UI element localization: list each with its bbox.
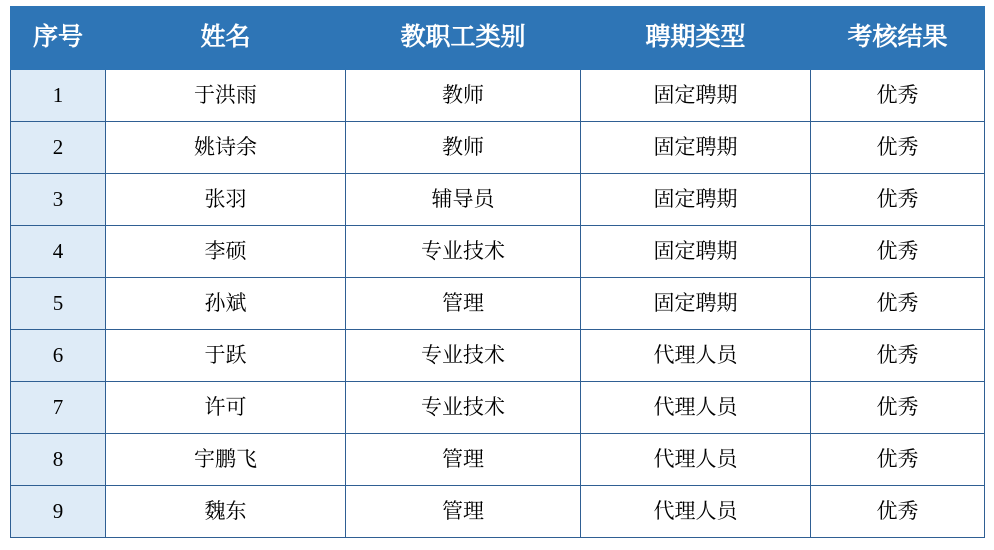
- table-row: [11, 226, 985, 278]
- table-row: [11, 382, 985, 434]
- cell-appointment-type: 固定聘期: [581, 278, 811, 330]
- cell-assessment-result: 优秀: [811, 122, 985, 174]
- table-row: [11, 174, 985, 226]
- cell-index: 9: [11, 486, 106, 538]
- table-row: [11, 330, 985, 382]
- table-header: [11, 7, 985, 70]
- cell-appointment-type: 代理人员: [581, 486, 811, 538]
- table-body: [11, 70, 985, 538]
- cell-index: 3: [11, 174, 106, 226]
- cell-name: 许可: [106, 382, 346, 434]
- cell-assessment-result: 优秀: [811, 174, 985, 226]
- cell-staff-category: 教师: [346, 70, 581, 122]
- table-row: [11, 278, 985, 330]
- column-header-appointment-type: 聘期类型: [581, 7, 811, 70]
- cell-name: 张羽: [106, 174, 346, 226]
- assessment-results-table: [10, 6, 985, 538]
- cell-assessment-result: 优秀: [811, 486, 985, 538]
- cell-index: 2: [11, 122, 106, 174]
- cell-index: 6: [11, 330, 106, 382]
- cell-staff-category: 辅导员: [346, 174, 581, 226]
- cell-index: 4: [11, 226, 106, 278]
- cell-name: 于跃: [106, 330, 346, 382]
- cell-appointment-type: 固定聘期: [581, 122, 811, 174]
- cell-index: 7: [11, 382, 106, 434]
- cell-index: 5: [11, 278, 106, 330]
- column-header-assessment-result: 考核结果: [811, 7, 985, 70]
- cell-index: 8: [11, 434, 106, 486]
- cell-assessment-result: 优秀: [811, 70, 985, 122]
- cell-staff-category: 专业技术: [346, 382, 581, 434]
- cell-appointment-type: 代理人员: [581, 434, 811, 486]
- cell-appointment-type: 固定聘期: [581, 174, 811, 226]
- cell-staff-category: 管理: [346, 434, 581, 486]
- cell-staff-category: 管理: [346, 278, 581, 330]
- cell-appointment-type: 代理人员: [581, 382, 811, 434]
- table-row: [11, 70, 985, 122]
- cell-staff-category: 专业技术: [346, 330, 581, 382]
- table-row: [11, 434, 985, 486]
- cell-index: 1: [11, 70, 106, 122]
- column-header-index: 序号: [11, 7, 106, 70]
- cell-assessment-result: 优秀: [811, 434, 985, 486]
- cell-assessment-result: 优秀: [811, 278, 985, 330]
- cell-staff-category: 教师: [346, 122, 581, 174]
- cell-staff-category: 专业技术: [346, 226, 581, 278]
- cell-appointment-type: 固定聘期: [581, 226, 811, 278]
- cell-appointment-type: 固定聘期: [581, 70, 811, 122]
- table-row: [11, 486, 985, 538]
- cell-name: 姚诗余: [106, 122, 346, 174]
- cell-name: 魏东: [106, 486, 346, 538]
- cell-staff-category: 管理: [346, 486, 581, 538]
- cell-assessment-result: 优秀: [811, 330, 985, 382]
- cell-name: 宇鹏飞: [106, 434, 346, 486]
- column-header-name: 姓名: [106, 7, 346, 70]
- cell-assessment-result: 优秀: [811, 226, 985, 278]
- cell-assessment-result: 优秀: [811, 382, 985, 434]
- cell-name: 于洪雨: [106, 70, 346, 122]
- cell-name: 李硕: [106, 226, 346, 278]
- cell-name: 孙斌: [106, 278, 346, 330]
- table-row: [11, 122, 985, 174]
- column-header-staff-category: 教职工类别: [346, 7, 581, 70]
- cell-appointment-type: 代理人员: [581, 330, 811, 382]
- table-header-row: [11, 7, 985, 70]
